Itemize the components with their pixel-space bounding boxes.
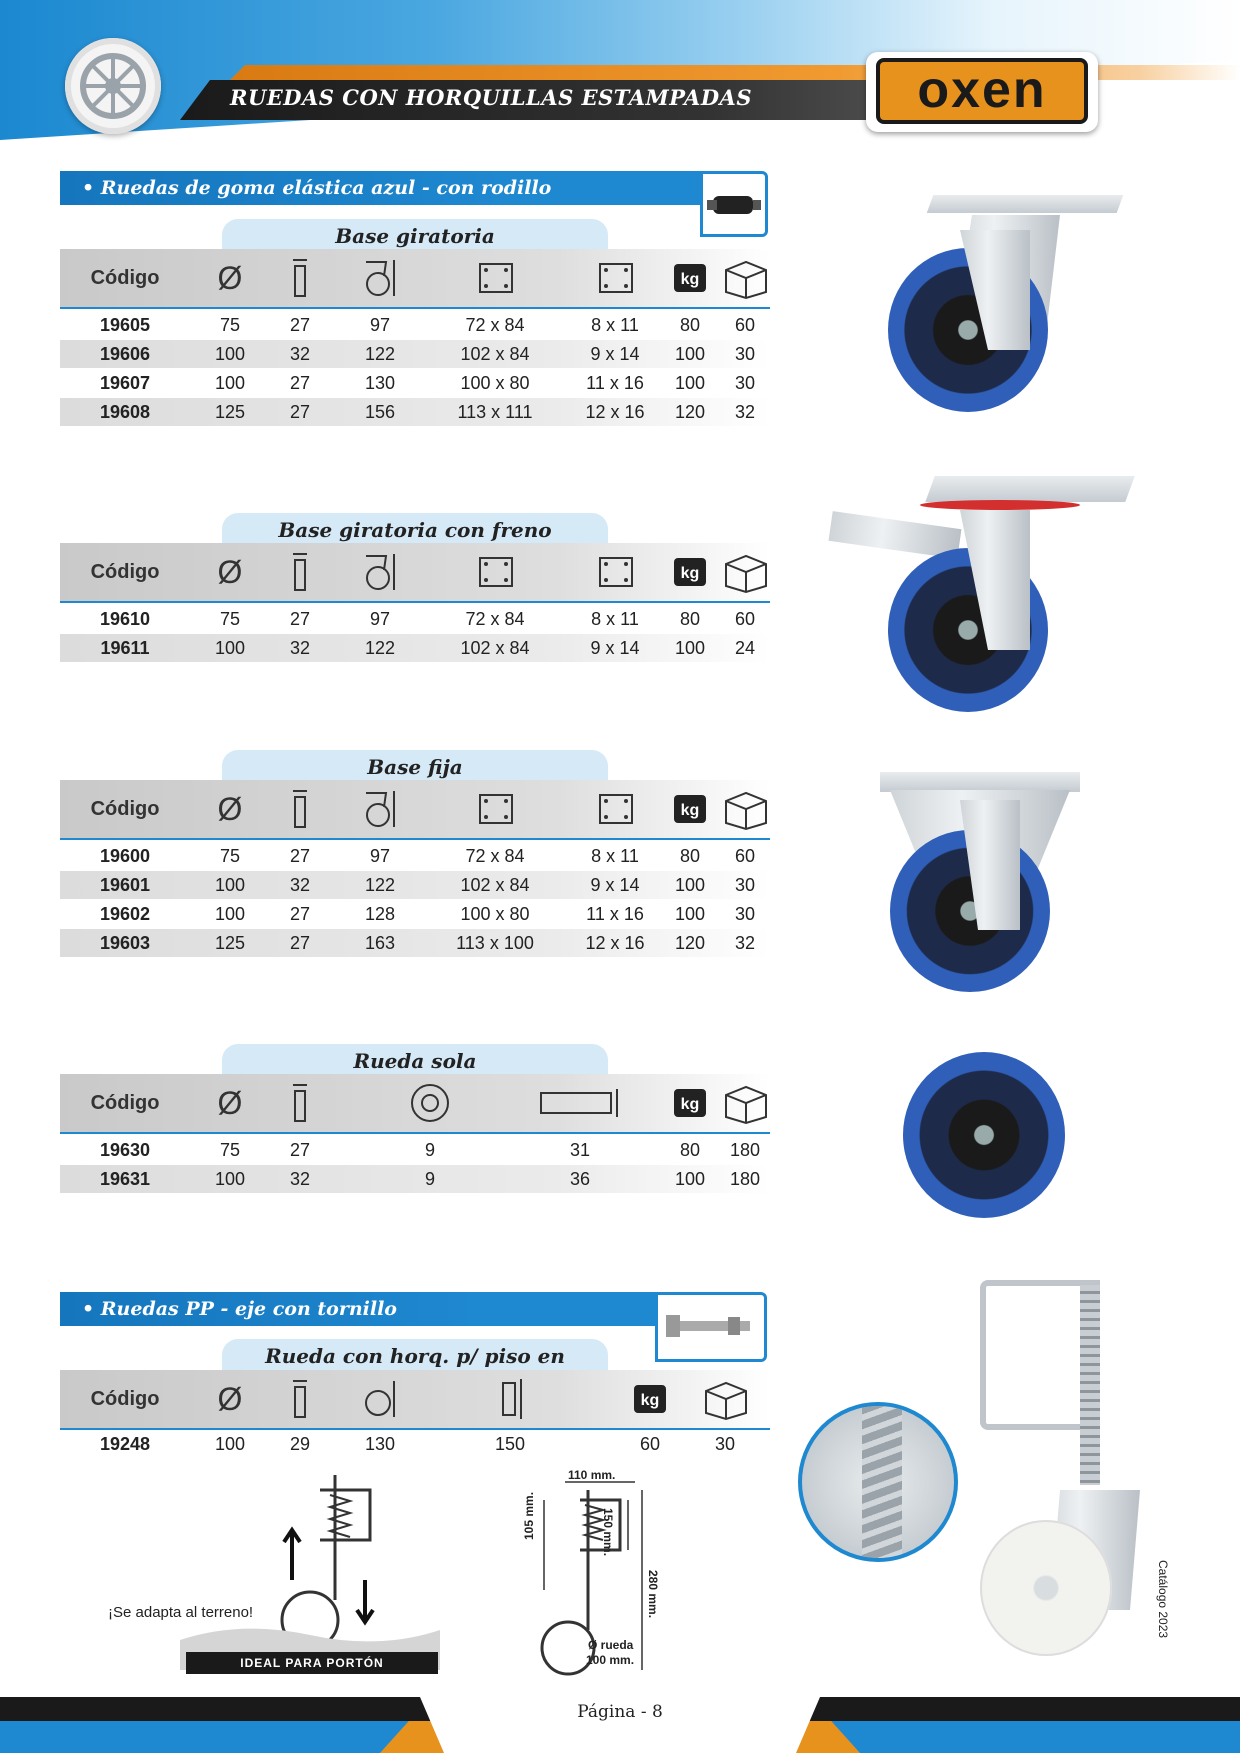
cell-width: 32 <box>289 638 311 658</box>
width-icon <box>270 249 330 307</box>
height-icon <box>330 249 430 307</box>
adapt-text: ¡Se adapta al terreno! <box>108 1604 254 1621</box>
cell-plate: 100 x 80 <box>460 373 530 393</box>
cell-width: 27 <box>289 1140 311 1160</box>
cell-height: 97 <box>369 609 391 629</box>
cell-load: 60 <box>639 1434 661 1454</box>
cell-width: 27 <box>289 609 311 629</box>
ideal-for-gate-banner: IDEAL PARA PORTÓN <box>186 1652 438 1674</box>
plate-icon <box>430 249 560 307</box>
cell-diameter: 100 <box>214 904 246 924</box>
cell-height: 156 <box>364 402 396 422</box>
cell-code: 19630 <box>99 1140 151 1160</box>
cell-diameter: 100 <box>214 373 246 393</box>
bolt-thumbnail <box>655 1292 767 1362</box>
cell-units: 60 <box>734 609 756 629</box>
catalog-year: Catálogo 2023 <box>1156 1560 1170 1639</box>
bore-icon <box>330 1074 530 1132</box>
cell-diameter: 125 <box>214 933 246 953</box>
cell-code: 19603 <box>99 933 151 953</box>
kg-label: kg <box>674 264 706 292</box>
dim-105: 105 mm. <box>522 1491 536 1540</box>
dim-110: 110 mm. <box>568 1468 616 1482</box>
cell-load: 100 <box>674 373 706 393</box>
table-header <box>60 543 770 603</box>
cell-height: 163 <box>364 933 396 953</box>
table-row <box>60 1430 770 1458</box>
spring-detail-zoom <box>798 1402 958 1562</box>
cell-diameter: 100 <box>214 875 246 895</box>
cell-width: 29 <box>289 1434 311 1454</box>
cell-height: 97 <box>369 846 391 866</box>
cell-units: 180 <box>729 1169 761 1189</box>
cell-plate: 72 x 84 <box>465 609 525 629</box>
height-icon <box>330 543 430 601</box>
cell-plate: 113 x 100 <box>456 933 534 953</box>
plate-icon <box>430 543 560 601</box>
gate-wheel-spring <box>1080 1285 1100 1485</box>
page-title: RUEDAS CON HORQUILLAS ESTAMPADAS <box>230 85 752 110</box>
cell-load: 100 <box>674 904 706 924</box>
cell-width: 32 <box>289 1169 311 1189</box>
cell-units: 30 <box>734 875 756 895</box>
blue-wheel-only <box>903 1052 1065 1218</box>
table-row <box>60 634 770 662</box>
brake-bearing <box>920 500 1080 510</box>
kg-label: kg <box>634 1385 666 1413</box>
cell-code: 19608 <box>99 402 151 422</box>
cell-holes: 8 x 11 <box>591 846 639 866</box>
table-header <box>60 249 770 309</box>
dim-wheel-label: Ø rueda <box>588 1638 634 1652</box>
table-subtitle: Rueda sola <box>222 1044 608 1076</box>
gate-wheel-diagram <box>180 1470 450 1680</box>
roller-thumbnail <box>700 171 768 237</box>
table-row <box>60 900 770 928</box>
subtitle-uneven-floor: Rueda con horq. p/ piso en <box>222 1339 608 1371</box>
cell-holes: 12 x 16 <box>585 402 645 422</box>
table-row <box>60 369 770 397</box>
cell-code: 19602 <box>99 904 151 924</box>
cell-units: 180 <box>729 1140 761 1160</box>
cell-load: 100 <box>674 638 706 658</box>
table-subtitle: Base giratoria con freno <box>222 513 608 545</box>
cell-units: 32 <box>734 933 756 953</box>
cell-code: 19600 <box>99 846 151 866</box>
cell-hub: 36 <box>569 1169 591 1189</box>
swivel-caster-image <box>930 195 1120 217</box>
cell-code: 19601 <box>99 875 151 895</box>
cell-diameter: 100 <box>214 638 246 658</box>
width-icon <box>270 1370 330 1428</box>
table-row <box>60 929 770 957</box>
cell-load: 80 <box>679 315 701 335</box>
weight-icon <box>650 1074 730 1132</box>
table-header <box>60 1074 770 1134</box>
cell-diameter: 75 <box>219 846 241 866</box>
cell-code: 19607 <box>99 373 151 393</box>
box-icon <box>720 1074 770 1132</box>
cell-hub: 31 <box>569 1140 591 1160</box>
cell-load: 100 <box>674 875 706 895</box>
cell-diameter: 125 <box>214 402 246 422</box>
cell-diameter: 100 <box>214 1434 246 1454</box>
bolt-icon <box>658 1295 764 1359</box>
cell-code: 19605 <box>99 315 151 335</box>
width-icon <box>270 1074 330 1132</box>
kg-label: kg <box>674 795 706 823</box>
table-subtitle: Base fija <box>222 750 608 782</box>
cell-load: 80 <box>679 846 701 866</box>
header-code: Código <box>90 797 160 820</box>
cell-holes: 11 x 16 <box>586 904 644 924</box>
kg-label: kg <box>674 1089 706 1117</box>
width-icon <box>270 780 330 838</box>
width-icon <box>270 543 330 601</box>
cell-diameter: 75 <box>219 609 241 629</box>
box-icon <box>680 1370 770 1428</box>
cell-plate: 72 x 84 <box>465 315 525 335</box>
weight-icon <box>650 249 730 307</box>
cell-load: 100 <box>674 1169 706 1189</box>
header-code: Código <box>90 1387 160 1410</box>
cell-height: 122 <box>364 344 396 364</box>
cell-holes: 8 x 11 <box>591 315 639 335</box>
table-row <box>60 311 770 339</box>
cell-height: 122 <box>364 875 396 895</box>
box-icon <box>720 780 770 838</box>
wheel-logo-icon <box>65 38 161 134</box>
cell-width: 27 <box>289 846 311 866</box>
header-diameter: Ø <box>217 790 243 827</box>
fixed-caster-plate <box>880 772 1080 792</box>
plate-icon <box>430 780 560 838</box>
header-diameter: Ø <box>217 1084 243 1121</box>
cell-diameter: 75 <box>219 315 241 335</box>
cell-units: 30 <box>714 1434 736 1454</box>
cell-code: 19611 <box>100 638 150 658</box>
weight-icon <box>620 1370 680 1428</box>
cell-holes: 9 x 14 <box>590 875 640 895</box>
box-icon <box>720 249 770 307</box>
brand-logo-text: oxen <box>876 58 1088 124</box>
kg-label: kg <box>674 558 706 586</box>
cell-plate: 100 x 80 <box>460 904 530 924</box>
cell-units: 60 <box>734 846 756 866</box>
weight-icon <box>650 543 730 601</box>
cell-holes: 9 x 14 <box>590 638 640 658</box>
cell-plate: 72 x 84 <box>465 846 525 866</box>
roller-icon <box>703 174 765 234</box>
cell-height: 128 <box>364 904 396 924</box>
header-diameter: Ø <box>217 259 243 296</box>
table-row <box>60 871 770 899</box>
table-subtitle: Base giratoria <box>222 219 608 251</box>
cell-units: 30 <box>734 373 756 393</box>
cell-code: 19631 <box>99 1169 151 1189</box>
header-diameter: Ø <box>217 1380 243 1417</box>
cell-width: 27 <box>289 373 311 393</box>
dim-wheel-value: 100 mm. <box>586 1653 635 1667</box>
section-title-blue-rubber: • Ruedas de goma elástica azul - con rodillo <box>60 171 700 205</box>
brake-caster-plate <box>925 476 1134 502</box>
cell-units: 24 <box>734 638 756 658</box>
cell-holes: 9 x 14 <box>590 344 640 364</box>
header-code: Código <box>90 266 160 289</box>
stem-height-icon <box>430 1370 590 1428</box>
table-header-pp <box>60 1370 770 1430</box>
cell-bore: 9 <box>424 1169 435 1189</box>
cell-units: 60 <box>734 315 756 335</box>
cell-units: 32 <box>734 402 756 422</box>
table-row <box>60 398 770 426</box>
cell-plate: 102 x 84 <box>460 344 530 364</box>
cell-height: 97 <box>369 315 391 335</box>
hub-length-icon <box>530 1074 630 1132</box>
header-diameter: Ø <box>217 553 243 590</box>
cell-plate: 102 x 84 <box>460 638 530 658</box>
box-icon <box>720 543 770 601</box>
table-header <box>60 780 770 840</box>
dim-150: 150 mm. <box>601 1508 615 1557</box>
cell-load: 80 <box>679 1140 701 1160</box>
table-row <box>60 1165 770 1193</box>
section-title-pp-wheels: • Ruedas PP - eje con tornillo <box>60 1292 660 1326</box>
cell-code: 19610 <box>99 609 151 629</box>
cell-diameter: 75 <box>219 1140 241 1160</box>
cell-holes: 12 x 16 <box>585 933 645 953</box>
cell-holes: 11 x 16 <box>586 373 644 393</box>
cell-stem: 150 <box>494 1434 526 1454</box>
cell-bore: 9 <box>424 1140 435 1160</box>
dim-280: 280 mm. <box>646 1570 660 1619</box>
cell-code: 19248 <box>99 1434 151 1454</box>
cell-units: 30 <box>734 904 756 924</box>
cell-width: 27 <box>289 904 311 924</box>
table-row <box>60 842 770 870</box>
cell-load: 80 <box>679 609 701 629</box>
cell-code: 19606 <box>99 344 151 364</box>
cell-units: 30 <box>734 344 756 364</box>
cell-diameter: 100 <box>214 344 246 364</box>
cell-width: 32 <box>289 344 311 364</box>
table-row <box>60 1136 770 1164</box>
cell-load: 120 <box>674 933 706 953</box>
white-pp-wheel <box>980 1520 1112 1656</box>
table-row <box>60 605 770 633</box>
header-code: Código <box>90 560 160 583</box>
height-icon <box>330 780 430 838</box>
cell-width: 27 <box>289 315 311 335</box>
cell-holes: 8 x 11 <box>591 609 639 629</box>
cell-width: 32 <box>289 875 311 895</box>
cell-height: 122 <box>364 638 396 658</box>
cell-height: 130 <box>364 373 396 393</box>
cell-width: 27 <box>289 933 311 953</box>
table-row <box>60 340 770 368</box>
cell-diameter: 100 <box>214 1169 246 1189</box>
cell-plate: 113 x 111 <box>457 402 533 422</box>
weight-icon <box>650 780 730 838</box>
cell-load: 120 <box>674 402 706 422</box>
cell-plate: 102 x 84 <box>460 875 530 895</box>
cell-load: 100 <box>674 344 706 364</box>
page-number: Página - 8 <box>577 1702 663 1722</box>
header-code: Código <box>90 1091 160 1114</box>
cell-width: 27 <box>289 402 311 422</box>
height-icon <box>330 1370 430 1428</box>
cell-height: 130 <box>364 1434 396 1454</box>
